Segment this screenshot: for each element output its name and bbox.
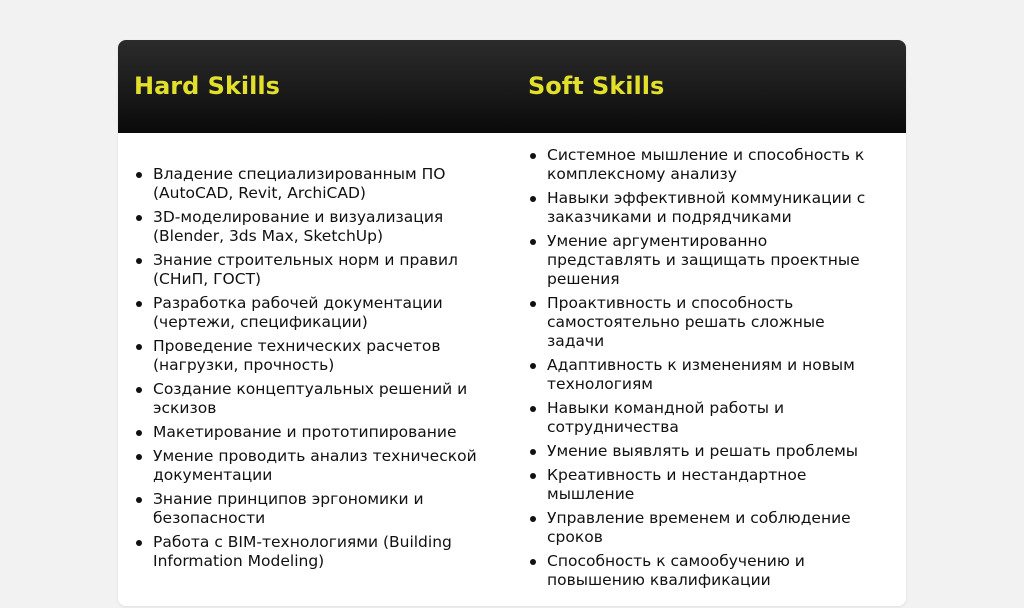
skills-header — [118, 40, 906, 133]
soft-skill-item: Навыки командной работы и сотрудничества — [528, 399, 873, 437]
hard-skill-item: Работа с BIM-технологиями (Building Information Modeling) — [134, 533, 479, 571]
hard-skill-item: Макетирование и прототипирование — [134, 423, 479, 442]
soft-skills-title: Soft Skills — [528, 72, 665, 100]
hard-skill-item: Знание строительных норм и правил (СНиП, ГОСТ) — [134, 251, 479, 289]
soft-skill-item: Креативность и нестандартное мышление — [528, 466, 873, 504]
hard-skill-item: Создание концептуальных решений и эскизов — [134, 380, 479, 418]
soft-skill-item: Управление временем и соблюдение сроков — [528, 509, 873, 547]
hard-skill-item: Разработка рабочей документации (чертежи, спецификации) — [134, 294, 479, 332]
hard-skills-list — [134, 165, 479, 576]
skills-card — [118, 40, 906, 606]
hard-skill-item: Проведение технических расчетов (нагрузки, прочность) — [134, 337, 479, 375]
soft-skill-item: Системное мышление и способность к комплексному анализу — [528, 146, 873, 184]
hard-skill-item: 3D-моделирование и визуализация (Blender, 3ds Max, SketchUp) — [134, 208, 479, 246]
soft-skill-item: Умение аргументированно представлять и защищать проектные решения — [528, 232, 873, 289]
hard-skill-item: Знание принципов эргономики и безопасности — [134, 490, 479, 528]
soft-skill-item: Умение выявлять и решать проблемы — [528, 442, 873, 461]
hard-skill-item: Умение проводить анализ технической документации — [134, 447, 479, 485]
soft-skill-item: Адаптивность к изменениям и новым технологиям — [528, 356, 873, 394]
hard-skill-item: Владение специализированным ПО (AutoCAD, Revit, ArchiCAD) — [134, 165, 479, 203]
soft-skill-item: Навыки эффективной коммуникации с заказчиками и подрядчиками — [528, 189, 873, 227]
soft-skill-item: Проактивность и способность самостоятельно решать сложные задачи — [528, 294, 873, 351]
soft-skill-item: Способность к самообучению и повышению квалификации — [528, 552, 873, 590]
hard-skills-title: Hard Skills — [134, 72, 280, 100]
soft-skills-list — [528, 146, 873, 595]
